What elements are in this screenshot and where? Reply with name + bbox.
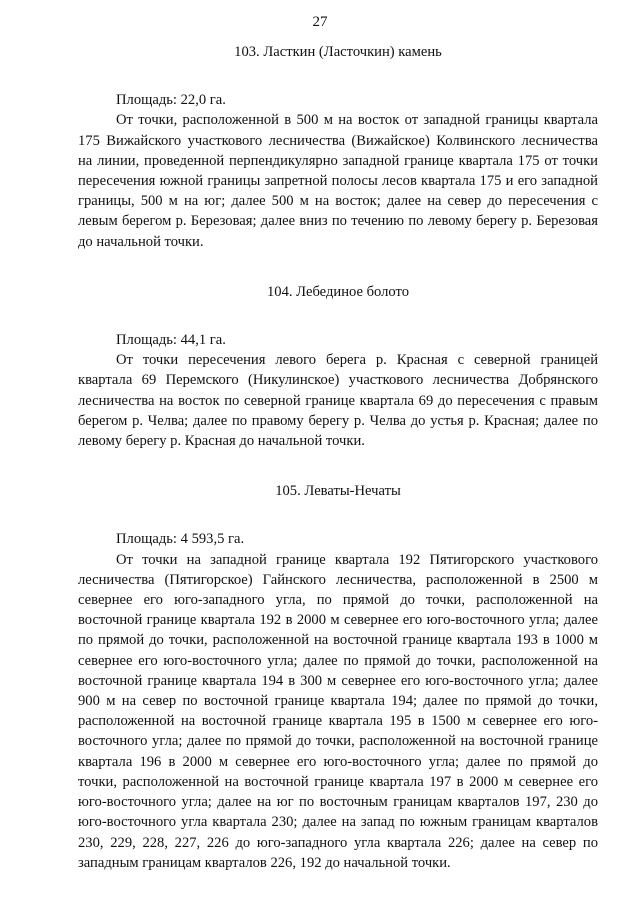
section-103 [78, 42, 598, 252]
section-105 [78, 481, 598, 873]
section-title: 103. Ласткин (Ласточкин) камень [234, 44, 442, 60]
section-title: 105. Леваты-Нечаты [275, 483, 401, 500]
section-description: От точки на западной границе квартала 192 Пятигорского участкового лесничества (Пятигорское) Гайнского лесничества, расположенной в 2500 м севернее его юго-западного угла, по прямой до точки, расположенной на восточной границе квартала 192 в 2000 м севернее его юго-восточного угла; далее по прямой до точки, расположенной на восточной границе квартала 193 в 1000 м севернее его юго-восточного угла; далее по прямой до точки, расположенной на восточной границе квартала 194 в 300 м севернее его юго-восточного угла; далее 900 м на север по восточной границе квартала 194; далее по прямой до точки, расположенной на восточной границе квартала 195 в 1500 м севернее его юго-восточного угла; далее по прямой до точки, расположенной на восточной границе квартала 196 в 2000 м севернее его юго-восточного угла; далее по прямой до точки, расположенной на восточной границе квартала 197 в 2000 м севернее его юго-восточного угла; далее на юг по восточным границам кварталов 197, 230 до юго-восточного угла квартала 230; далее на запад по южным границам кварталов 230, 229, 228, 227, 226 до юго-западного угла квартала 226; далее на север по западным границам кварталов 226, 192 до начальной точки. [78, 551, 598, 871]
section-area: Площадь: 4 593,5 га. [116, 531, 245, 548]
section-area: Площадь: 44,1 га. [116, 332, 226, 349]
page-number: 27 [312, 14, 328, 30]
section-104 [78, 282, 598, 451]
section-title: 104. Лебединое болото [266, 283, 410, 300]
section-description: От точки пересечения левого берега р. Красная с северной границей квартала 69 Перемского (Никулинское) участкового лесничества Добрянского лесничества на восток по северной границе квартала 69 до пересечения с правым берегом р. Челва; далее по правому берегу р. Челва до устья р. Красная; далее по левому берегу р. Красная до начальной точки. [78, 352, 598, 450]
section-area: Площадь: 22,0 га. [116, 92, 226, 109]
section-description: От точки, расположенной в 500 м на восток от западной границы квартала 175 Вижайского участкового лесничества (Вижайское) Колвинского лесничества на линии, проведенной перпендикулярно западной границе квартала 175 от точки пересечения южной границы запретной полосы лесов квартала 175 и его западной границы, 500 м на юг; далее 500 м на восток; далее на север до пересечения с левым берегом р. Березовая; далее вниз по течению по левому берегу р. Березовая до начальной точки. [78, 112, 598, 250]
document-body [78, 42, 598, 873]
